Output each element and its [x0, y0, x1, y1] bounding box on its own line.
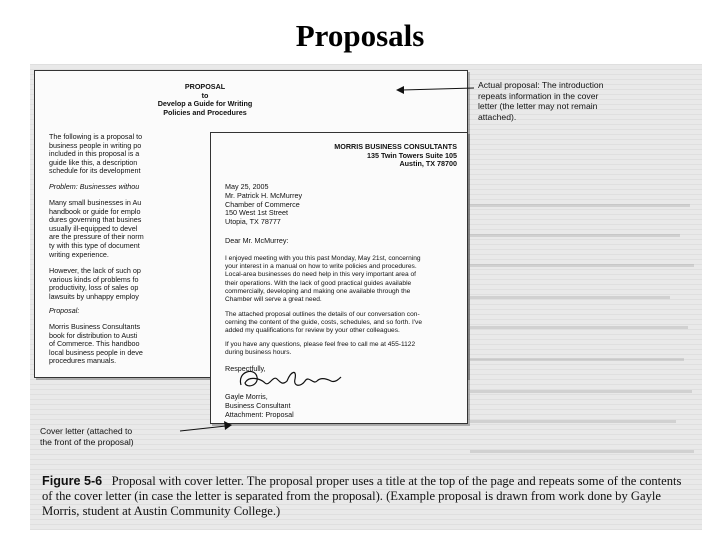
text-line: are the pressure of their norm [49, 232, 144, 242]
callout-line: the front of the proposal) [40, 436, 134, 447]
text-line: added my qualifications for review by your other colleagues. [225, 327, 400, 335]
text-line: If you have any questions, please feel free to call me at 455-1122 [225, 341, 416, 348]
letter-paragraph-2 [225, 311, 461, 336]
text-line: during business hours. [225, 349, 292, 357]
text-line: productivity, loss of sales op [49, 283, 139, 293]
letterhead-line: 135 Twin Towers Suite 105 [366, 150, 457, 160]
text-line: local business people in deve [49, 347, 143, 357]
address-line: 150 West 1st Street [225, 208, 288, 218]
signer-line: Gayle Morris, [225, 392, 268, 401]
heading-line: PROPOSAL [184, 82, 226, 91]
text-line: business people in writing po [49, 140, 142, 150]
callout-line: Cover letter (attached to [40, 426, 133, 436]
problem-heading: Problem: Businesses withou [49, 182, 140, 191]
text-line: schedule for its development [49, 166, 141, 176]
text-line: I enjoyed meeting with you this past Monday, May 21st, concerning [225, 255, 421, 262]
text-line: procedures manuals. [49, 356, 117, 366]
salutation: Dear Mr. McMurrey: [225, 236, 289, 245]
problem-paragraph [49, 199, 219, 259]
text-line: However, the lack of such op [49, 266, 141, 275]
letter-paragraph-3 [225, 341, 461, 357]
text-line: book for distribution to Austi [49, 330, 138, 340]
ghost-line [470, 450, 694, 453]
letter-date: May 25, 2005 [225, 182, 269, 191]
ghost-line [470, 358, 684, 361]
proposal-intro-paragraph [49, 133, 219, 176]
text-line: your interest in a manual on how to write policies and procedures. [225, 263, 417, 271]
heading-line: to [201, 90, 209, 100]
letterhead-line: Austin, TX 78700 [399, 159, 457, 169]
proposal-paragraph [49, 323, 219, 366]
callout-line: attached). [478, 111, 517, 122]
text-line: of Commerce. This handboo [49, 339, 140, 349]
ghost-line [470, 420, 676, 423]
figure-caption [42, 474, 694, 519]
figure-caption-text: Proposal with cover letter. The proposal proper uses a title at the top of the page and repeats some of the contents of the cover letter (in case the letter is separated from the proposal). (Example proposal is drawn from work done by Gayle Morris, student at Austin Community College.) [42, 474, 682, 518]
address-line: Utopia, TX 78777 [225, 216, 281, 226]
slide-title: Proposals [295, 18, 425, 53]
text-line: writing experience. [49, 249, 109, 259]
text-line: Local-area businesses do need help in this very important area of [225, 271, 416, 279]
letterhead-line: MORRIS BUSINESS CONSULTANTS [334, 142, 457, 151]
address-line: Mr. Patrick H. McMurrey [225, 191, 303, 200]
ghost-line [470, 296, 670, 299]
text-line: Morris Business Consultants [49, 322, 141, 331]
proposal-section-heading: Proposal: [49, 306, 80, 315]
letterhead [221, 143, 457, 169]
text-line: handbook or guide for emplo [49, 206, 141, 216]
signature-image [235, 365, 345, 393]
text-line: Chamber will serve a great need. [225, 296, 322, 304]
ghost-line [470, 390, 692, 393]
consequences-paragraph [49, 267, 219, 301]
text-line: commercially, developing and making one available through the [225, 287, 411, 295]
text-line: dures governing that busines [49, 215, 142, 225]
cover-letter-page [210, 132, 468, 424]
heading-line: Policies and Procedures [163, 107, 247, 117]
text-line: ty with this type of document [49, 240, 140, 250]
ghost-line [470, 204, 690, 207]
inside-address [225, 192, 445, 226]
figure-label: Figure 5-6 [42, 474, 103, 488]
text-line: The following is a proposal to [49, 132, 143, 141]
text-line: The attached proposal outlines the details of our conversation con- [225, 311, 420, 318]
proposal-heading [145, 83, 265, 117]
attachment-note: Attachment: Proposal [225, 410, 294, 419]
text-line: their operations. With the lack of good practical guides available [225, 279, 412, 287]
address-line: Chamber of Commerce [225, 199, 300, 209]
text-line: lawsuits by unhappy employ [49, 291, 139, 301]
text-line: included in this proposal is a [49, 149, 140, 159]
text-line: various kinds of problems fo [49, 274, 139, 284]
actual-proposal-callout [478, 80, 698, 122]
callout-line: letter (the letter may not remain [478, 101, 598, 111]
callout-line: Actual proposal: The introduction [478, 80, 604, 90]
letter-paragraph-1 [225, 255, 461, 304]
text-line: guide like this, a description [49, 157, 138, 167]
signer-block [225, 393, 425, 410]
signer-line: Business Consultant [225, 400, 291, 410]
cover-letter-callout [40, 426, 210, 447]
ghost-line [470, 234, 680, 237]
scanned-figure [30, 64, 702, 530]
text-line: Many small businesses in Au [49, 198, 142, 207]
ghost-line [470, 264, 694, 267]
closing: Respectfully, [225, 364, 266, 373]
text-line: cerning the content of the guide, costs, schedules, and so forth. I've [225, 319, 422, 327]
heading-line: Develop a Guide for Writing [157, 99, 253, 109]
text-line: usually ill-equipped to devel [49, 223, 138, 233]
ghost-line [470, 326, 688, 329]
callout-line: repeats information in the cover [478, 90, 599, 101]
